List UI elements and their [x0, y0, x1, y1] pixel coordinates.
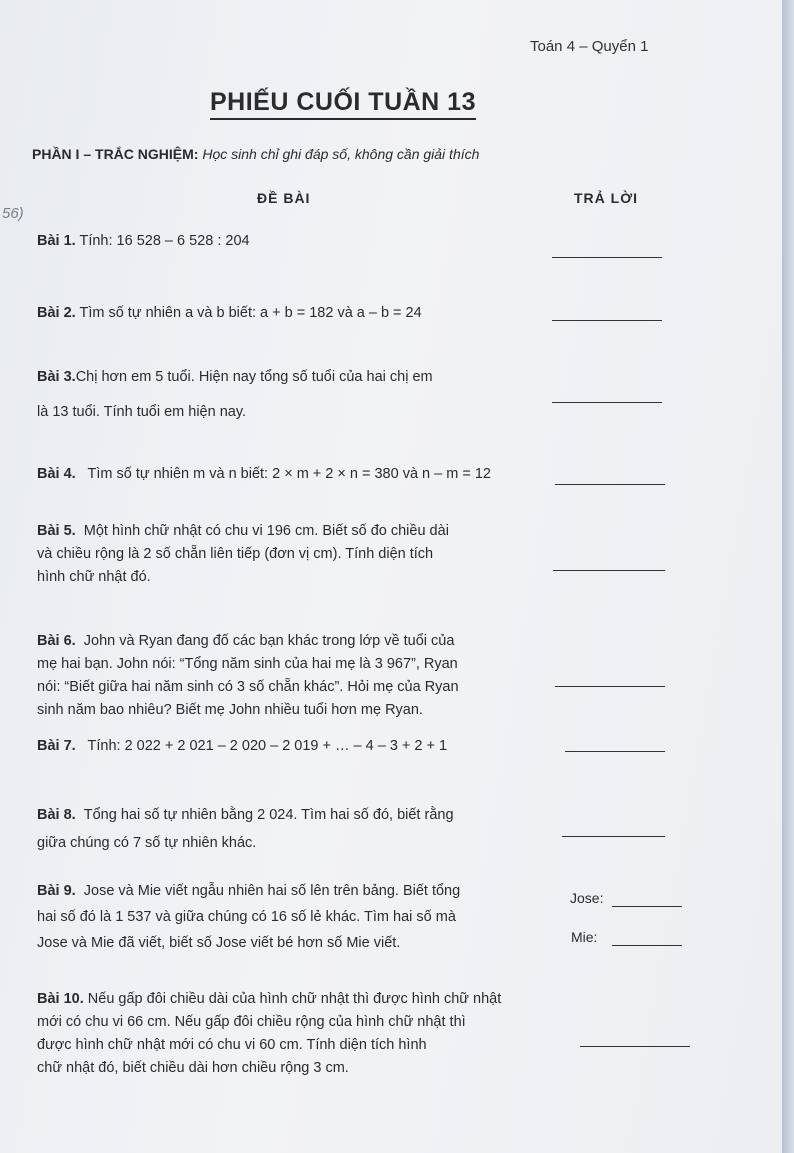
answer-blank-4[interactable]	[555, 484, 665, 485]
question-text: Tìm số tự nhiên m và n biết: 2 × m + 2 × n = 380 và n – m = 12	[87, 466, 491, 482]
question-text: Jose và Mie viết ngẫu nhiên hai số lên trên bảng. Biết tổng	[83, 883, 461, 899]
section-heading	[32, 146, 479, 162]
question-text: Một hình chữ nhật có chu vi 196 cm. Biết số đo chiều dài	[83, 523, 449, 539]
section-label: PHẦN I – TRẮC NGHIỆM:	[32, 146, 199, 162]
question-4	[37, 463, 491, 486]
question-text: Jose và Mie đã viết, biết số Jose viết bé hơn số Mie viết.	[37, 935, 401, 951]
question-number: Bài 2.	[37, 305, 76, 321]
question-text: hai số đó là 1 537 và giữa chúng có 16 số lẻ khác. Tìm hai số mà	[37, 909, 456, 925]
handwritten-margin-note: 56)	[2, 205, 24, 222]
question-text: John và Ryan đang đố các bạn khác trong lớp về tuổi của	[83, 633, 455, 649]
answer-blank-8[interactable]	[562, 836, 665, 837]
question-text: là 13 tuổi. Tính tuổi em hiện nay.	[37, 404, 247, 420]
section-instruction: Học sinh chỉ ghi đáp số, không cần giải thích	[202, 146, 480, 162]
answer-blank-jose[interactable]	[612, 906, 682, 907]
question-text: nói: “Biết giữa hai năm sinh có 3 số chẵn khác”. Hỏi mẹ của Ryan	[37, 679, 459, 695]
question-text: và chiều rộng là 2 số chẵn liên tiếp (đơn vị cm). Tính diện tích	[37, 546, 434, 562]
question-text: được hình chữ nhật mới có chu vi 60 cm. Tính diện tích hình	[37, 1037, 427, 1053]
question-6	[37, 630, 459, 722]
question-5	[37, 520, 449, 589]
answer-blank-3[interactable]	[552, 402, 662, 403]
question-number: Bài 8.	[37, 807, 76, 823]
question-text: Tính: 2 022 + 2 021 – 2 020 – 2 019 + … – 4 – 3 + 2 + 1	[87, 738, 448, 754]
answer-blank-10[interactable]	[580, 1046, 690, 1047]
question-number: Bài 3.	[37, 369, 76, 385]
question-number: Bài 10.	[37, 991, 84, 1007]
question-number: Bài 4.	[37, 466, 76, 482]
question-text: hình chữ nhật đó.	[37, 569, 151, 585]
question-text: Tìm số tự nhiên a và b biết: a + b = 182 và a – b = 24	[79, 305, 422, 321]
question-3	[37, 366, 433, 424]
question-text: mẹ hai bạn. John nói: “Tổng năm sinh của hai mẹ là 3 967”, Ryan	[37, 656, 458, 672]
column-header-questions: ĐỀ BÀI	[257, 190, 311, 206]
question-text: sinh năm bao nhiêu? Biết mẹ John nhiều tuổi hơn mẹ Ryan.	[37, 702, 423, 718]
answer-blank-mie[interactable]	[612, 945, 682, 946]
question-8	[37, 804, 454, 855]
answer-blank-7[interactable]	[565, 751, 665, 752]
question-9	[37, 880, 460, 955]
answer-blank-5[interactable]	[553, 570, 665, 571]
question-text: chữ nhật đó, biết chiều dài hơn chiều rộng 3 cm.	[37, 1060, 349, 1076]
question-number: Bài 5.	[37, 523, 76, 539]
question-text: Tính: 16 528 – 6 528 : 204	[79, 233, 250, 249]
answer-blank-1[interactable]	[552, 257, 662, 258]
question-2	[37, 302, 422, 325]
question-text: Chị hơn em 5 tuổi. Hiện nay tổng số tuổi của hai chị em	[75, 369, 433, 385]
question-number: Bài 1.	[37, 233, 76, 249]
question-number: Bài 7.	[37, 738, 76, 754]
question-1	[37, 230, 250, 253]
question-10	[37, 988, 501, 1080]
question-number: Bài 9.	[37, 883, 76, 899]
page-edge	[782, 0, 794, 1153]
answer-blank-2[interactable]	[552, 320, 662, 321]
question-text: Tổng hai số tự nhiên bằng 2 024. Tìm hai số đó, biết rằng	[83, 807, 454, 823]
worksheet-title: PHIẾU CUỐI TUẦN 13	[210, 88, 476, 120]
question-text: Nếu gấp đôi chiều dài của hình chữ nhật thì được hình chữ nhật	[87, 991, 502, 1007]
question-text: mới có chu vi 66 cm. Nếu gấp đôi chiều rộng của hình chữ nhật thì	[37, 1014, 466, 1030]
answer-label-mie: Mie:	[571, 929, 598, 945]
book-header: Toán 4 – Quyển 1	[530, 38, 649, 55]
question-text: giữa chúng có 7 số tự nhiên khác.	[37, 835, 257, 851]
question-7	[37, 735, 447, 758]
question-number: Bài 6.	[37, 633, 76, 649]
answer-blank-6[interactable]	[555, 686, 665, 687]
answer-label-jose: Jose:	[570, 890, 604, 906]
column-header-answers: TRẢ LỜI	[574, 190, 639, 206]
